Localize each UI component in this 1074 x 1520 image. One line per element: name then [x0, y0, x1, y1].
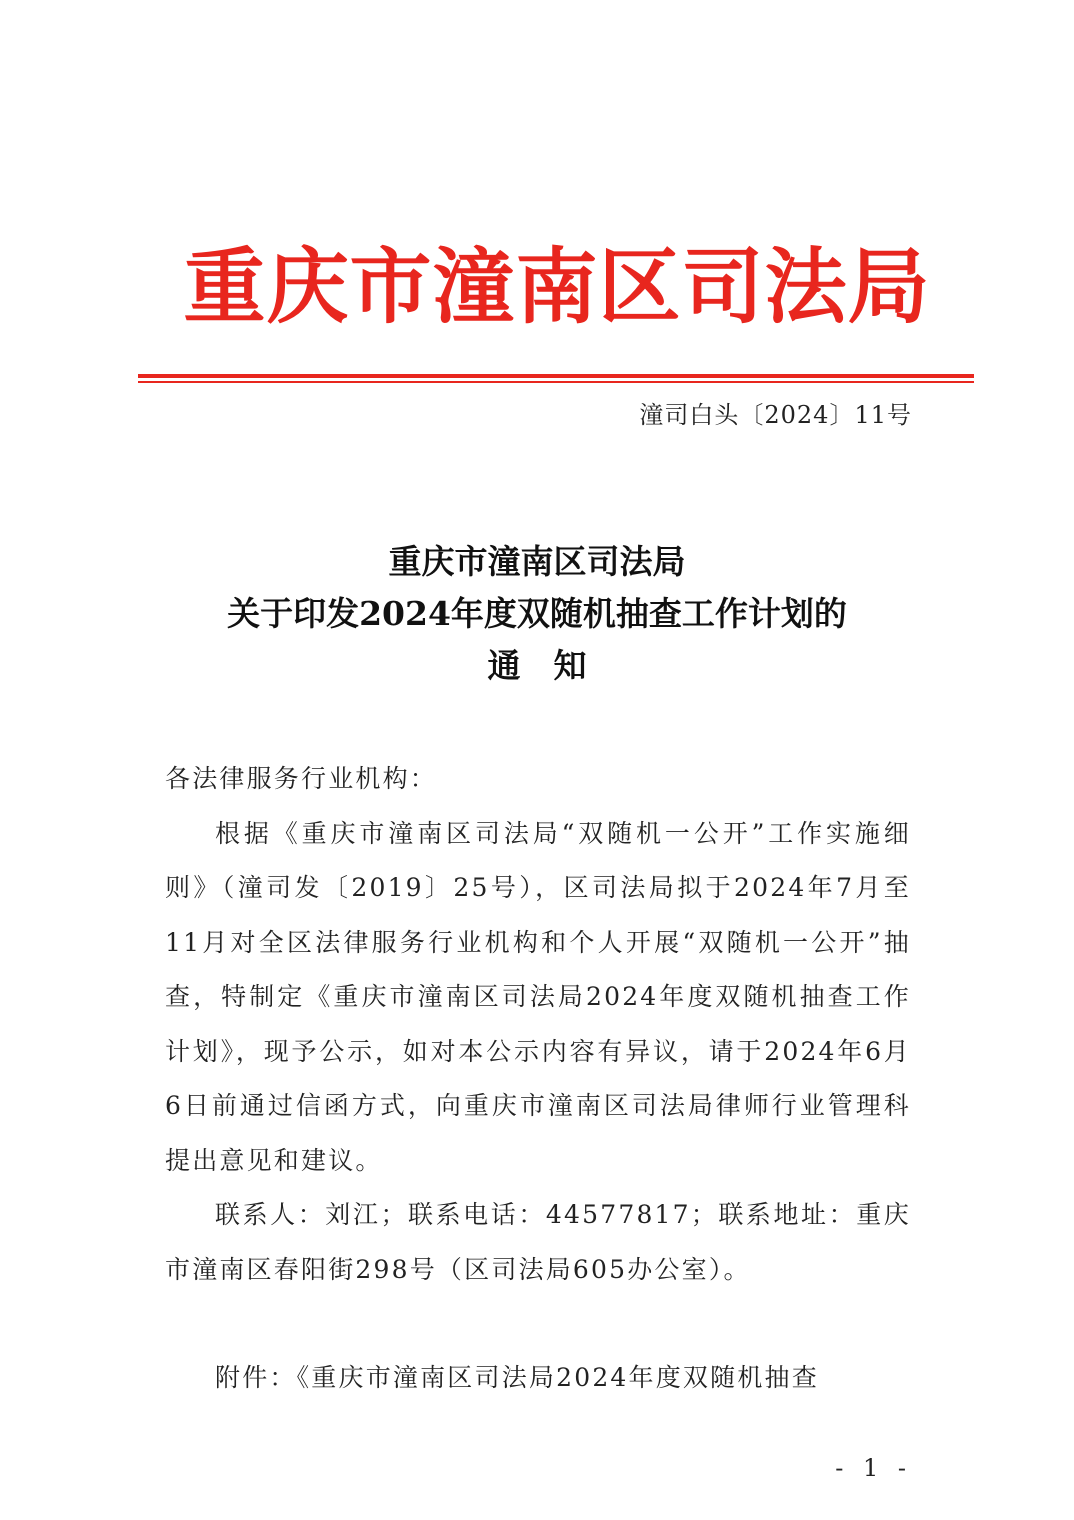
page-number: - 1 - — [835, 1454, 912, 1482]
document-number: 潼司白头〔2024〕11号 — [639, 401, 912, 429]
contact-paragraph: 联系人：刘江；联系电话：44577817；联系地址：重庆市潼南区春阳街298号（区司法局605办公室）。 — [165, 1200, 911, 1284]
title-line-2: 关于印发2024年度双随机抽查工作计划的 — [227, 594, 847, 633]
title-line-1: 重庆市潼南区司法局 — [388, 542, 686, 581]
salutation: 各法律服务行业机构： — [165, 764, 438, 793]
attachment-line: 附件：《重庆市潼南区司法局2024年度双随机抽查 — [215, 1363, 819, 1392]
letterhead-red-rule-thin — [138, 381, 974, 383]
letterhead-agency-name: 重庆市潼南区司法局 — [183, 239, 931, 335]
letterhead-red-rule — [138, 374, 974, 378]
title-line-3: 通 知 — [487, 646, 587, 685]
document-body — [165, 752, 911, 1406]
body-paragraph-1: 根据《重庆市潼南区司法局“双随机一公开”工作实施细则》（潼司发〔2019〕25号），区司法局拟于2024年7月至11月对全区法律服务行业机构和个人开展“双随机一公开”抽查，特制定《重庆市潼南区司法局2024年度双随机抽查工作计划》，现予公示，如对本公示内容有异议，请于2024年6月6日前通过信函方式，向重庆市潼南区司法局律师行业管理科提出意见和建议。 — [165, 818, 911, 1175]
document-title — [140, 536, 934, 692]
